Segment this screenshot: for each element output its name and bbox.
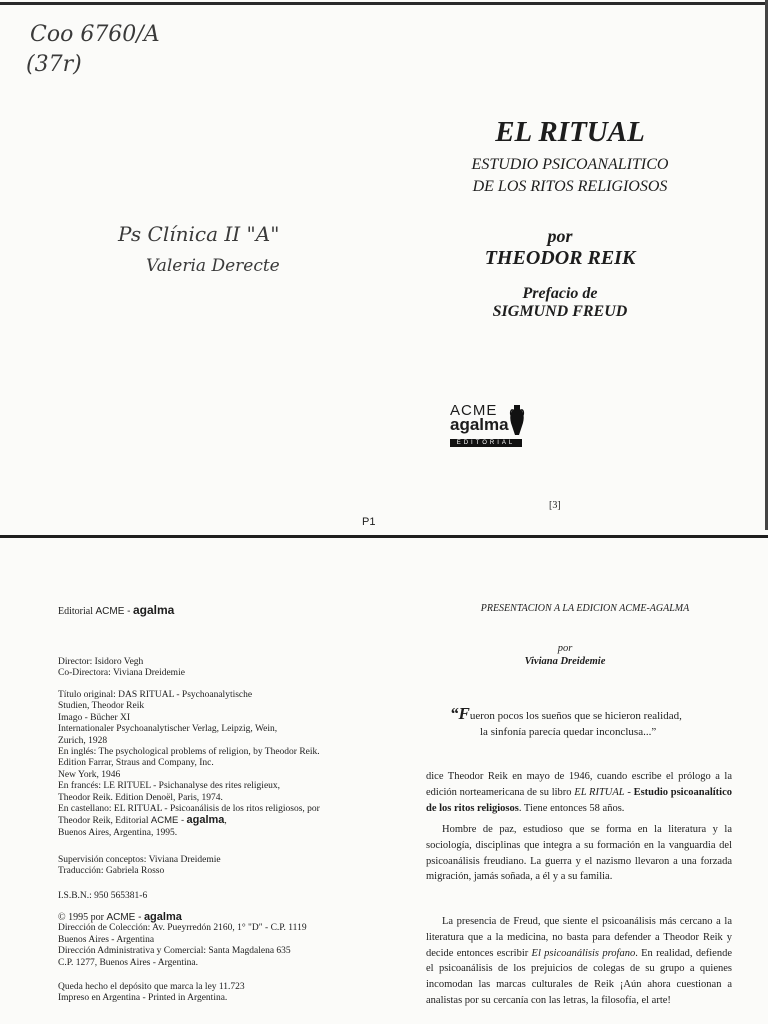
p3-text: La presencia de Freud, que siente el psicoanálisis más cercano a la literatura que a la medicina, no basta para defender a Theodor Reik y decide entonces escribir xyxy=(426,916,732,959)
address-line: C.P. 1277, Buenos Aires - Argentina. xyxy=(58,957,198,968)
book-subtitle-line2: DE LOS RITOS RELIGIOSOS xyxy=(472,178,668,195)
edition-line-publisher: Theodor Reik, Editorial ACME - agalma, xyxy=(58,814,227,827)
supervision-line: Supervisión conceptos: Viviana Dreidemie xyxy=(58,855,221,865)
presentation-heading: PRESENTACION A LA EDICION ACME-AGALMA xyxy=(480,603,690,614)
p1-book-title: EL RITUAL xyxy=(574,786,625,798)
publisher-agalma: agalma xyxy=(186,814,225,827)
logo-acme-text: ACME xyxy=(450,402,498,419)
p3-book-title: El psicoanálisis profano xyxy=(531,947,636,959)
amphora-icon xyxy=(508,404,526,438)
p1-book-subtitle: Estudio psicoanalítico de los ritos religiosos xyxy=(426,786,732,814)
edition-line: Zurich, 1928 xyxy=(58,735,108,746)
legal-line: Impreso en Argentina - Printed in Argentina. xyxy=(58,993,228,1004)
legal-line: Queda hecho el depósito que marca la ley 11.723 xyxy=(58,982,245,992)
publisher-agalma: agalma xyxy=(143,911,182,923)
edition-line: New York, 1946 xyxy=(58,769,121,780)
p1-dash: - xyxy=(624,786,634,798)
handwritten-student-name: Valeria Derecte xyxy=(146,256,280,276)
presentation-author: Viviana Dreidemie xyxy=(524,656,606,667)
copyright-line xyxy=(58,912,307,923)
book-title: EL RITUAL xyxy=(495,116,645,148)
colophon-legal xyxy=(58,982,245,1005)
edition-line: Theodor Reik, Editorial xyxy=(58,816,149,827)
book-author: THEODOR REIK xyxy=(484,247,636,269)
p1-text-end: . Tiene entonces 58 años. xyxy=(518,802,625,814)
page-number: [3] xyxy=(549,500,561,511)
preface-author: SIGMUND FREUD xyxy=(492,303,628,320)
book-subtitle-line1: ESTUDIO PSICOANALITICO xyxy=(471,156,669,173)
colophon-supervision xyxy=(58,855,221,878)
handwritten-call-number-sub: (37r) xyxy=(26,52,82,77)
logo-editorial-bar: EDITORIAL xyxy=(450,439,522,447)
quote-line2: la sinfonía parecía quedar inconclusa...” xyxy=(480,726,657,738)
staff-line: Director: Isidoro Vegh xyxy=(58,657,144,667)
handwritten-course-line: Ps Clínica II "A" xyxy=(118,222,280,246)
edition-line: En inglés: The psychological problems of religion, by Theodor Reik. xyxy=(58,747,320,758)
edition-line: Buenos Aires, Argentina, 1995. xyxy=(58,827,178,838)
colophon-editions xyxy=(58,690,320,839)
edition-line: Imago - Bücher XI xyxy=(58,712,131,723)
edition-line: Studien, Theodor Reik xyxy=(58,701,145,712)
paragraph-1 xyxy=(426,769,732,816)
edition-line: En francés: LE RITUEL - Psichanalyse des rites religieux, xyxy=(58,781,281,792)
logo-agalma-text: agalma xyxy=(450,415,509,434)
handwritten-call-number: Coo 6760/A xyxy=(30,22,160,47)
edition-line: En castellano: EL RITUAL - Psicoanálisis de los ritos religiosos, por xyxy=(58,804,320,815)
scan-top-border xyxy=(0,2,768,5)
copyright-prefix: © 1995 por xyxy=(58,912,104,923)
by-word: por xyxy=(547,226,573,246)
quote-initial: “F xyxy=(450,704,470,723)
edition-line: Theodor Reik. Edition Denoël, Paris, 1974. xyxy=(58,792,223,803)
publisher-acme: ACME - xyxy=(95,606,131,617)
address-line: Dirección Administrativa y Comercial: Santa Magdalena 635 xyxy=(58,946,291,957)
p3-text-end: . En realidad, defiende el psicoanálisis de los prejuicios de colegas de su grupo a quienes incomodan las marcas culturales de Reik ¡Aún ahora cuestionan a analistas por su cercanía con las letras, la filosofía, el arte! xyxy=(426,947,732,1006)
address-line: Dirección de Colección: Av. Pueyrredón 2160, 1° "D" - C.P. 1119 xyxy=(58,923,307,934)
edition-line: Título original: DAS RITUAL - Psychoanalytische xyxy=(58,690,253,700)
epigraph-quote xyxy=(450,706,750,740)
publisher-acme: ACME - xyxy=(106,912,142,923)
scan-page-label: P1 xyxy=(362,516,376,528)
supervision-line: Traducción: Gabriela Rosso xyxy=(58,866,165,877)
edition-line: Edition Farrar, Straus and Company, Inc. xyxy=(58,758,214,769)
publisher-agalma: agalma xyxy=(133,603,175,617)
address-line: Buenos Aires - Argentina xyxy=(58,934,155,945)
presentation-by: por xyxy=(557,643,573,654)
colophon-isbn: I.S.B.N.: 950 565381-6 xyxy=(58,891,148,901)
quote-line1 xyxy=(450,706,750,724)
preface-label: Prefacio de xyxy=(522,285,598,302)
publisher-acme: ACME - xyxy=(150,815,185,827)
paragraph-3 xyxy=(426,914,732,1009)
colophon-staff xyxy=(58,657,185,680)
publisher-logo xyxy=(450,402,530,452)
publisher-prefix: Editorial xyxy=(58,606,93,617)
paragraph-2: Hombre de paz, estudioso que se forma en la literatura y la sociología, disciplinas que integra a su formación en la vanguardia del psicoanálisis freudiano. La guerra y el nazismo llevaron a una forzada migración, jamás soñada, a él y a su familia. xyxy=(426,824,732,883)
colophon-copyright xyxy=(58,912,307,969)
quote-text-1: ueron pocos los sueños que se hicieron realidad, xyxy=(469,710,682,722)
page-divider xyxy=(0,535,768,538)
colophon-publisher xyxy=(58,603,174,617)
edition-line: Internationaler Psychoanalytischer Verlag, Leipzig, Wein, xyxy=(58,724,278,735)
staff-line: Co-Directora: Viviana Dreidemie xyxy=(58,668,185,679)
p1-text: dice Theodor Reik en mayo de 1946, cuando escribe el prólogo a la edición norteamericana de su libro xyxy=(426,771,732,798)
